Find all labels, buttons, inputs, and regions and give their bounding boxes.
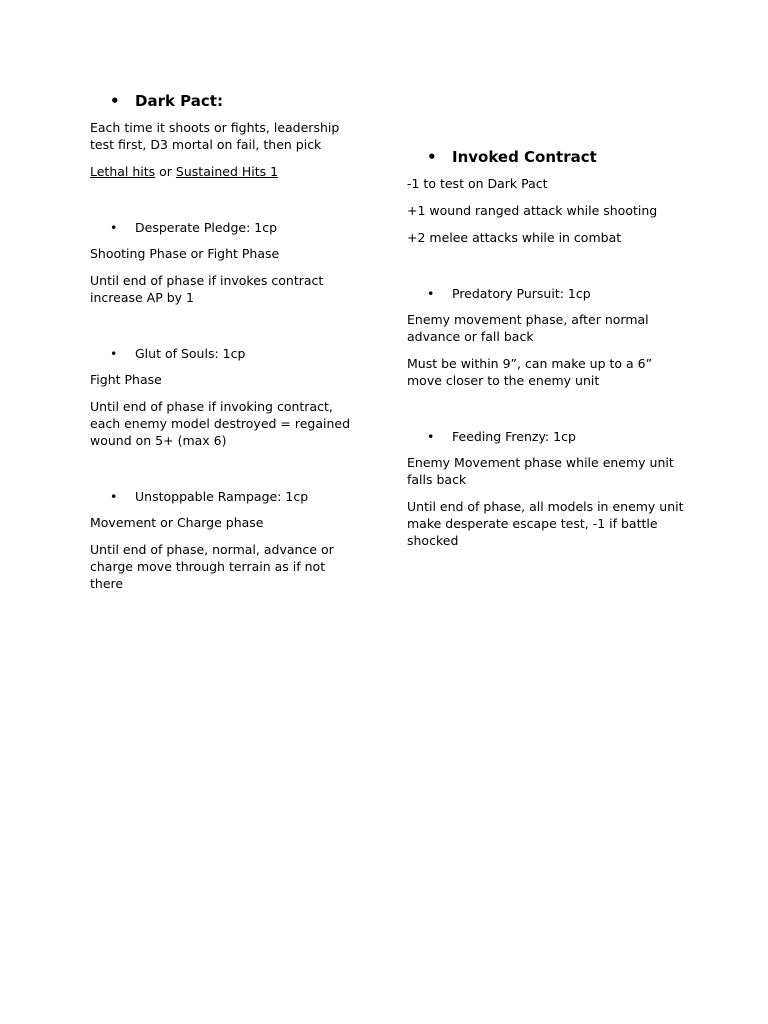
stratagem-name: Predatory Pursuit: 1cp [452, 286, 591, 301]
stratagem-effect: Must be within 9”, can make up to a 6” move closer to the enemy unit [407, 356, 653, 388]
stratagem-phase: Enemy Movement phase while enemy unit falls back [407, 455, 674, 487]
stratagem-predatory-pursuit [407, 285, 687, 302]
stratagem-phase: Fight Phase [90, 372, 162, 387]
stratagem-name: Unstoppable Rampage: 1cp [135, 489, 309, 504]
bullet-icon: • [110, 220, 118, 235]
stratagem-desperate-pledge [90, 219, 358, 236]
bullet-icon: • [427, 286, 435, 301]
dark-pact-title: Dark Pact: [135, 92, 223, 110]
dark-pact-description: Each time it shoots or fights, leadership test first, D3 mortal on fail, then pick [90, 120, 340, 152]
stratagem-glut-of-souls [90, 345, 358, 362]
stratagem-phase: Shooting Phase or Fight Phase [90, 246, 280, 261]
stratagem-name: Glut of Souls: 1cp [135, 346, 246, 361]
stratagem-name: Feeding Frenzy: 1cp [452, 429, 576, 444]
bullet-icon: • [427, 148, 437, 166]
stratagem-phase: Movement or Charge phase [90, 515, 264, 530]
left-column [90, 90, 358, 602]
invoked-contract-heading [407, 146, 687, 168]
bullet-icon: • [110, 92, 120, 110]
stratagem-effect: Until end of phase if invoking contract, each enemy model destroyed = regained wound on 5+ (max 6) [90, 399, 351, 448]
right-column [407, 146, 687, 559]
bullet-icon: • [110, 489, 118, 504]
bullet-icon: • [427, 429, 435, 444]
stratagem-name: Desperate Pledge: 1cp [135, 220, 278, 235]
stratagem-effect: Until end of phase, normal, advance or charge move through terrain as if not there [90, 542, 334, 591]
dark-pact-options [90, 163, 358, 180]
stratagem-effect: Until end of phase if invokes contract increase AP by 1 [90, 273, 324, 305]
invoked-contract-line: +1 wound ranged attack while shooting [407, 203, 658, 218]
invoked-contract-line: +2 melee attacks while in combat [407, 230, 622, 245]
invoked-contract-title: Invoked Contract [452, 148, 597, 166]
bullet-icon: • [110, 346, 118, 361]
stratagem-unstoppable-rampage [90, 488, 358, 505]
or-text: or [155, 164, 176, 179]
lethal-hits-option: Lethal hits [90, 164, 156, 179]
stratagem-effect: Until end of phase, all models in enemy unit make desperate escape test, -1 if battle shocked [407, 499, 684, 548]
invoked-contract-line: -1 to test on Dark Pact [407, 176, 548, 191]
stratagem-phase: Enemy movement phase, after normal advance or fall back [407, 312, 649, 344]
sustained-hits-option: Sustained Hits 1 [175, 164, 279, 179]
stratagem-feeding-frenzy [407, 428, 687, 445]
dark-pact-heading [90, 90, 358, 112]
